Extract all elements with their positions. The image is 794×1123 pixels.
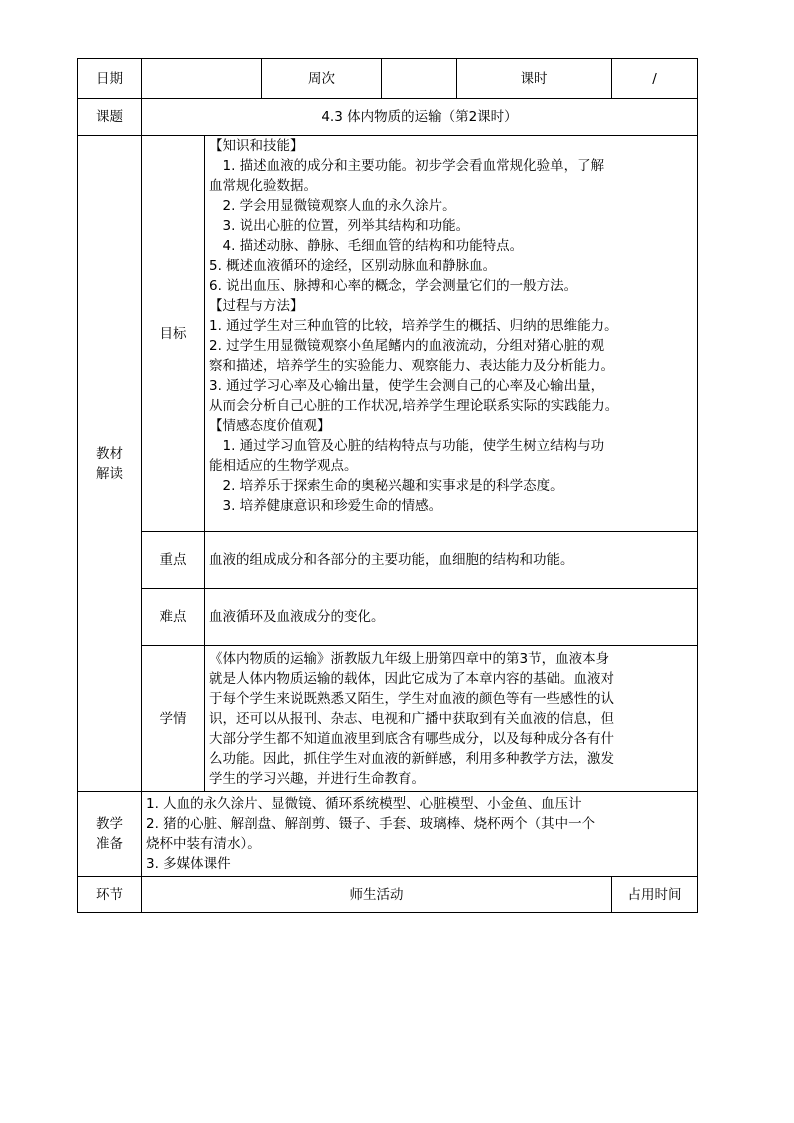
preparation-row: [78, 792, 698, 877]
textbook-label-line2: 解读: [96, 465, 123, 482]
goal-line: 1. 描述血液的成分和主要功能。初步学会看血常规化验单，了解: [209, 158, 605, 174]
students-label: 学情: [142, 646, 205, 792]
goal-line: 能相适应的生物学观点。: [209, 458, 358, 474]
goal-line: 【知识和技能】: [209, 138, 304, 154]
students-line: 就是人体内物质运输的载体，因此它成为了本章内容的基础。血液对: [209, 670, 614, 687]
preparation-label: [78, 792, 142, 877]
goal-line: 6. 说出血压、脉搏和心率的概念，学会测量它们的一般方法。: [209, 278, 578, 294]
goal-line: 1. 通过学习血管及心脏的结构特点与功能，使学生树立结构与功: [209, 438, 605, 454]
stage-header-row: [78, 877, 698, 913]
topic-value: 4.3 体内物质的运输（第2课时）: [142, 99, 698, 136]
week-value: [382, 59, 457, 99]
goal-line: 3. 通过学习心率及心输出量，使学生会测自己的心率及心输出量，: [209, 378, 605, 394]
goals-label: 目标: [142, 136, 205, 532]
goal-line: 2. 过学生用显微镜观察小鱼尾鳍内的血液流动，分组对猪心脏的观: [209, 338, 605, 354]
goals-content: [205, 136, 698, 532]
students-row: [78, 646, 698, 792]
goal-line: 1. 通过学生对三种血管的比较，培养学生的概括、归纳的思维能力。: [209, 318, 618, 334]
students-line: 学生的学习兴趣，并进行生命教育。: [209, 770, 425, 787]
goal-line: 2. 学会用显微镜观察人血的永久涂片。: [209, 198, 456, 214]
lesson-plan-table: [77, 58, 698, 913]
goal-line: 3. 培养健康意识和珍爱生命的情感。: [209, 498, 443, 514]
goal-line: 血常规化验数据。: [209, 178, 317, 194]
week-label: 周次: [262, 59, 382, 99]
students-line: 于每个学生来说既熟悉又陌生，学生对血液的颜色等有一些感性的认: [209, 690, 614, 707]
textbook-label-line1: 教材: [96, 445, 123, 462]
preparation-label-line2: 准备: [96, 836, 123, 852]
date-label: 日期: [78, 59, 142, 99]
goal-line: 5. 概述血液循环的途经，区别动脉血和静脉血。: [209, 258, 497, 274]
goal-line: 3. 说出心脏的位置，列举其结构和功能。: [209, 218, 470, 234]
goal-line: 察和描述，培养学生的实验能力、观察能力、表达能力及分析能力。: [209, 358, 614, 374]
preparation-line: 烧杯中装有清水）。: [146, 836, 261, 852]
stage-label: 环节: [78, 877, 142, 913]
preparation-line: 1. 人血的永久涂片、显微镜、循环系统模型、心脏模型、小金鱼、血压计: [146, 796, 582, 812]
difficulty-value: 血液循环及血液成分的变化。: [205, 589, 698, 646]
date-value: [142, 59, 262, 99]
textbook-label: [78, 136, 142, 792]
goal-line: 2. 培养乐于探索生命的奥秘兴趣和实事求是的科学态度。: [209, 478, 564, 494]
key-point-value: 血液的组成成分和各部分的主要功能，血细胞的结构和功能。: [205, 532, 698, 589]
goal-line: 【过程与方法】: [209, 298, 304, 314]
goal-line: 4. 描述动脉、静脉、毛细血管的结构和功能特点。: [209, 238, 524, 254]
preparation-content: [142, 792, 698, 877]
time-label: 占用时间: [612, 877, 698, 913]
students-line: 识，还可以从报刊、杂志、电视和广播中获取到有关血液的信息，但: [209, 710, 614, 727]
students-line: 大部分学生都不知道血液里到底含有哪些成分，以及每种成分各有什: [209, 730, 614, 747]
key-point-label: 重点: [142, 532, 205, 589]
students-line: 么功能。因此，抓住学生对血液的新鲜感，利用多种教学方法，激发: [209, 750, 614, 767]
period-value: /: [612, 59, 698, 99]
topic-row: [78, 99, 698, 136]
header-row: [78, 59, 698, 99]
preparation-label-line1: 教学: [96, 816, 123, 832]
goal-line: 【情感态度价值观】: [209, 418, 331, 434]
period-label: 课时: [457, 59, 612, 99]
topic-label: 课题: [78, 99, 142, 136]
preparation-line: 2. 猪的心脏、解剖盘、解剖剪、镊子、手套、玻璃棒、烧杯两个（其中一个: [146, 816, 596, 832]
activity-label: 师生活动: [142, 877, 612, 913]
students-line: 《体内物质的运输》浙教版九年级上册第四章中的第3节，血液本身: [209, 650, 610, 667]
students-content: [205, 646, 698, 792]
difficulty-row: [78, 589, 698, 646]
key-point-row: [78, 532, 698, 589]
goals-row: [78, 136, 698, 532]
difficulty-label: 难点: [142, 589, 205, 646]
preparation-line: 3. 多媒体课件: [146, 856, 231, 872]
goal-line: 从而会分析自己心脏的工作状况,培养学生理论联系实际的实践能力。: [209, 398, 619, 414]
